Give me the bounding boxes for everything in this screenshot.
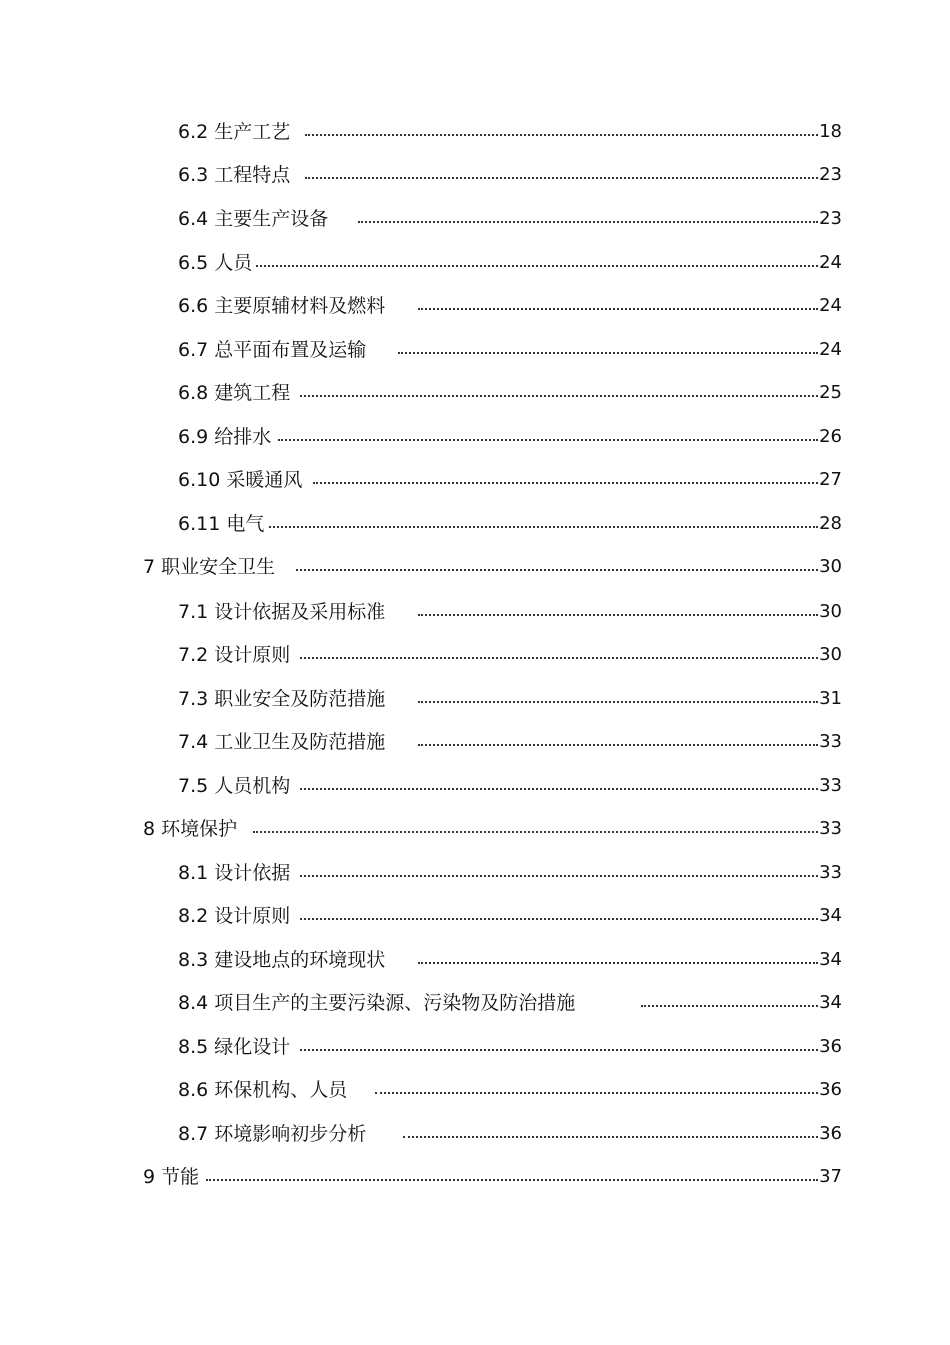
toc-entry[interactable] — [0, 860, 950, 886]
toc-leader-dots — [305, 134, 818, 136]
toc-entry-label: 7.4 工业卫生及防范措施 — [178, 729, 389, 755]
toc-leader-dots — [253, 831, 818, 833]
toc-entry[interactable] — [0, 642, 950, 668]
toc-entry-label: 8.4 项目生产的主要污染源、污染物及防治措施 — [178, 990, 579, 1016]
toc-page-number: 30 — [819, 556, 842, 577]
toc-page-number: 37 — [819, 1166, 842, 1187]
toc-page-number: 36 — [819, 1123, 842, 1144]
toc-entry[interactable] — [0, 467, 950, 493]
toc-entry-label: 6.10 采暖通风 — [178, 467, 306, 493]
toc-page-number: 24 — [819, 339, 842, 360]
toc-page-number: 18 — [819, 121, 842, 142]
toc-page-number: 36 — [819, 1036, 842, 1057]
toc-entry[interactable] — [0, 1077, 950, 1103]
toc-page-number: 34 — [819, 949, 842, 970]
toc-leader-dots — [278, 439, 818, 441]
toc-entry-label: 7 职业安全卫生 — [143, 554, 279, 580]
toc-page-number: 30 — [819, 644, 842, 665]
toc-entry-label: 8.6 环保机构、人员 — [178, 1077, 351, 1103]
toc-entry-label: 7.2 设计原则 — [178, 642, 294, 668]
toc-entry-label: 6.11 电气 — [178, 511, 268, 537]
toc-entry-label: 8.7 环境影响初步分析 — [178, 1121, 370, 1147]
toc-leader-dots — [300, 788, 818, 790]
toc-page-number: 33 — [819, 818, 842, 839]
toc-entry[interactable] — [0, 119, 950, 145]
toc-leader-dots — [398, 352, 818, 354]
toc-leader-dots — [418, 308, 818, 310]
toc-leader-dots — [206, 1179, 818, 1181]
toc-entry[interactable] — [0, 337, 950, 363]
toc-entry-label: 7.5 人员机构 — [178, 773, 294, 799]
toc-entry[interactable] — [0, 554, 950, 580]
toc-page-number: 26 — [819, 426, 842, 447]
toc-entry[interactable] — [0, 511, 950, 537]
toc-leader-dots — [300, 875, 818, 877]
toc-entry-label: 8 环境保护 — [143, 816, 241, 842]
toc-entry[interactable] — [0, 1034, 950, 1060]
toc-entry-label: 8.2 设计原则 — [178, 903, 294, 929]
toc-leader-dots — [418, 701, 818, 703]
toc-entry-label: 8.1 设计依据 — [178, 860, 294, 886]
toc-entry-label: 6.8 建筑工程 — [178, 380, 294, 406]
toc-entry-label: 6.5 人员 — [178, 250, 256, 276]
toc-entry-label: 6.6 主要原辅材料及燃料 — [178, 293, 389, 319]
toc-entry[interactable] — [0, 990, 950, 1016]
toc-entry-label: 6.9 给排水 — [178, 424, 275, 450]
toc-leader-dots — [313, 482, 818, 484]
toc-entry[interactable] — [0, 162, 950, 188]
toc-leader-dots — [266, 526, 818, 528]
toc-entry-label: 6.4 主要生产设备 — [178, 206, 332, 232]
toc-page-number: 23 — [819, 164, 842, 185]
toc-entry-label: 9 节能 — [143, 1164, 203, 1190]
toc-entry-label: 7.3 职业安全及防范措施 — [178, 686, 389, 712]
toc-leader-dots — [418, 744, 818, 746]
toc-page-number: 25 — [819, 382, 842, 403]
toc-leader-dots — [300, 918, 818, 920]
toc-entry[interactable] — [0, 1121, 950, 1147]
toc-leader-dots — [305, 177, 818, 179]
toc-page-number: 27 — [819, 469, 842, 490]
toc-entry-label: 7.1 设计依据及采用标准 — [178, 599, 389, 625]
toc-entry[interactable] — [0, 293, 950, 319]
toc-page-number: 24 — [819, 252, 842, 273]
toc-leader-dots — [300, 395, 818, 397]
toc-entry-label: 6.3 工程特点 — [178, 162, 294, 188]
toc-leader-dots — [375, 1092, 818, 1094]
toc-entry[interactable] — [0, 947, 950, 973]
toc-leader-dots — [358, 221, 818, 223]
toc-entry-label: 8.3 建设地点的环境现状 — [178, 947, 389, 973]
toc-leader-dots — [418, 962, 818, 964]
toc-leader-dots — [296, 569, 818, 571]
toc-page-number: 33 — [819, 775, 842, 796]
toc-leader-dots — [300, 657, 818, 659]
toc-page-number: 23 — [819, 208, 842, 229]
toc-page-number: 24 — [819, 295, 842, 316]
toc-entry-label: 6.2 生产工艺 — [178, 119, 294, 145]
toc-entry[interactable] — [0, 599, 950, 625]
toc-entry-label: 6.7 总平面布置及运输 — [178, 337, 370, 363]
toc-page-number: 33 — [819, 862, 842, 883]
toc-leader-dots — [256, 265, 818, 267]
toc-entry[interactable] — [0, 1164, 950, 1190]
toc-page-number: 36 — [819, 1079, 842, 1100]
toc-entry[interactable] — [0, 250, 950, 276]
toc-entry[interactable] — [0, 903, 950, 929]
toc-entry[interactable] — [0, 773, 950, 799]
toc-entry[interactable] — [0, 816, 950, 842]
toc-entry[interactable] — [0, 686, 950, 712]
toc-page-number: 31 — [819, 688, 842, 709]
toc-page-number: 33 — [819, 731, 842, 752]
toc-leader-dots — [403, 1136, 818, 1138]
toc-page-number: 34 — [819, 905, 842, 926]
toc-page-number: 30 — [819, 601, 842, 622]
toc-entry-label: 8.5 绿化设计 — [178, 1034, 294, 1060]
toc-page-number: 28 — [819, 513, 842, 534]
toc-leader-dots — [300, 1049, 818, 1051]
toc-leader-dots — [641, 1005, 818, 1007]
toc-entry[interactable] — [0, 380, 950, 406]
toc-leader-dots — [418, 614, 818, 616]
toc-entry[interactable] — [0, 729, 950, 755]
toc-page-number: 34 — [819, 992, 842, 1013]
toc-entry[interactable] — [0, 206, 950, 232]
toc-entry[interactable] — [0, 424, 950, 450]
